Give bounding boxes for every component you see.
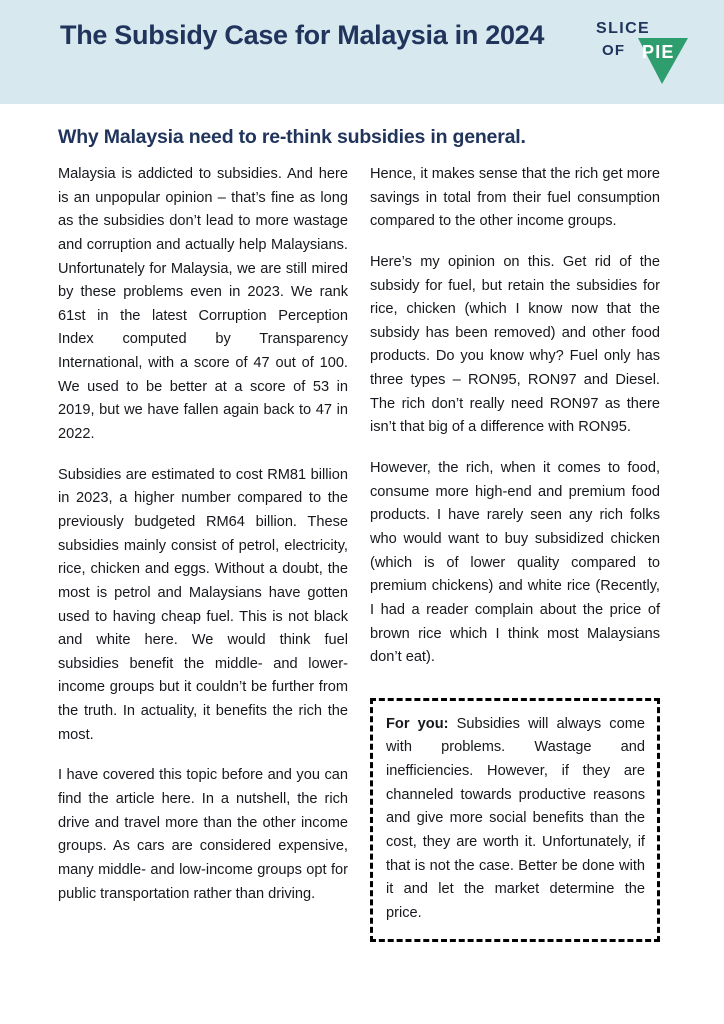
section-heading: Why Malaysia need to re-think subsidies in general. — [58, 126, 526, 148]
callout-lead: For you: — [386, 715, 449, 732]
paragraph: However, the rich, when it comes to food, consume more high-end and premium food products. I have rarely seen any rich folks who would want to buy subsidized chicken (which is of lower quality compared to premium chickens) and white rice (Recently, I had a reader complain about the price of brown rice which I think most Malaysians don’t eat). — [370, 460, 660, 666]
callout-box — [370, 698, 660, 942]
paragraph: I have covered this topic before and you can find the article here. In a nutshell, the rich drive and travel more than the other income groups. As cars are considered expensive, many middle- and low-income groups opt for public transportation rather than driving. — [58, 767, 348, 902]
article-body — [0, 104, 724, 942]
paragraph: Subsidies are estimated to cost RM81 billion in 2023, a higher number compared to the previously budgeted RM64 billion. These subsidies mainly consist of petrol, electricity, rice, chicken and eggs. Without a doubt, the most is petrol and Malaysians have gotten used to having cheap fuel. This is not black and white here. We would think fuel subsidies benefit the middle- and lower-income groups but it couldn’t be further from the truth. In actuality, it benefits the rich the most. — [58, 466, 348, 743]
left-column — [58, 163, 348, 942]
paragraph: Hence, it makes sense that the rich get more savings in total from their fuel consumption compared to the other income groups. — [370, 166, 660, 230]
two-column-layout — [58, 163, 672, 942]
callout-body: Subsidies will always come with problems. Wastage and inefficiencies. However, if they are channeled towards productive reasons and give more social benefits than the cost, they are worth it. Unfortunately, if that is not the case. Better be done with it and let the market determine the price. — [386, 715, 645, 921]
page-title: The Subsidy Case for Malaysia in 2024 — [60, 20, 545, 50]
slice-of-pie-logo — [594, 14, 692, 88]
logo-text-slice: SLICE — [596, 20, 651, 37]
logo-text-of: OF — [602, 42, 626, 59]
logo-text-pie: PIE — [642, 42, 675, 62]
callout-text — [386, 713, 645, 926]
paragraph: Here’s my opinion on this. Get rid of the subsidy for fuel, but retain the subsidies for rice, chicken (which I know now that the subsidy has been removed) and other food products. Do you know why? Fuel only has three types – RON95, RON97 and Diesel. The rich don’t really need RON97 as there isn’t that big of a difference with RON95. — [370, 253, 660, 436]
right-column — [370, 163, 660, 942]
paragraph: Malaysia is addicted to subsidies. And here is an unpopular opinion – that’s fine as long as the subsidies don’t lead to more wastage and corruption and actually help Malaysians. Unfortunately for Malaysia, we are still mired by these problems even in 2023. We rank 61st in the latest Corruption Perception Index computed by Transparency International, with a score of 47 out of 100. We used to be better at a score of 53 in 2019, but we have fallen again back to 47 in 2022. — [58, 166, 348, 443]
page-header — [0, 0, 724, 104]
